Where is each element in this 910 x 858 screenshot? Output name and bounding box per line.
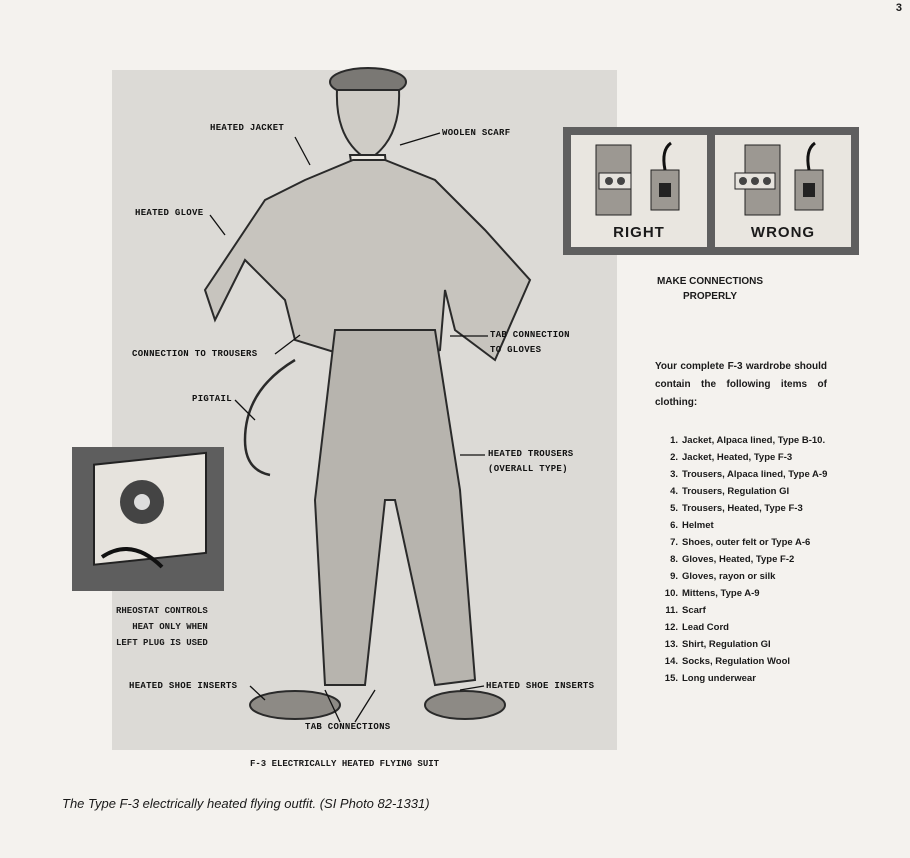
list-item-number: 4. (670, 486, 678, 497)
list-item (652, 621, 832, 634)
rheostat-photo (72, 447, 224, 591)
diagram-caption-line: MAKE CONNECTIONS (656, 276, 764, 287)
list-item-text: Trousers, Heated, Type F-3 (682, 503, 803, 514)
list-item (652, 655, 832, 668)
list-item (652, 519, 832, 532)
label-heated-shoe-inserts-right: HEATED SHOE INSERTS (486, 681, 595, 691)
page-number: 3 (895, 2, 902, 14)
rheostat-icon (72, 447, 224, 591)
list-item-text: Shirt, Regulation GI (682, 639, 771, 650)
label-connection-to-trousers: CONNECTION TO TROUSERS (132, 349, 258, 359)
list-item-text: Lead Cord (682, 622, 729, 633)
list-item-text: Long underwear (682, 673, 756, 684)
list-item-number: 13. (664, 639, 678, 650)
list-item-text: Trousers, Regulation GI (682, 486, 790, 497)
list-item (652, 434, 832, 447)
list-item-text: Helmet (682, 520, 714, 531)
list-item-text: Socks, Regulation Wool (682, 656, 791, 667)
list-item-text: Mittens, Type A-9 (682, 588, 760, 599)
diagram-caption-line: PROPERLY (682, 291, 738, 302)
rheostat-caption-line: LEFT PLUG IS USED (116, 638, 208, 648)
wardrobe-list (652, 434, 832, 689)
list-item-number: 9. (670, 571, 678, 582)
label-heated-shoe-inserts-left: HEATED SHOE INSERTS (129, 681, 238, 691)
label-woolen-scarf: WOOLEN SCARF (442, 128, 511, 138)
label-heated-jacket: HEATED JACKET (210, 123, 285, 133)
list-item-text: Gloves, Heated, Type F-2 (682, 554, 795, 565)
list-item (652, 468, 832, 481)
list-item (652, 536, 832, 549)
list-item-text: Shoes, outer felt or Type A-6 (682, 537, 811, 548)
diagram-right-label: RIGHT (613, 224, 665, 241)
list-item-number: 12. (664, 622, 678, 633)
rheostat-caption-line: HEAT ONLY WHEN (132, 622, 208, 632)
diagram-caption (640, 274, 780, 304)
suit-title: F-3 ELECTRICALLY HEATED FLYING SUIT (250, 759, 440, 769)
list-item-text: Scarf (682, 605, 706, 616)
list-item-number: 11. (665, 605, 678, 616)
list-item (652, 553, 832, 566)
rheostat-caption-line: RHEOSTAT CONTROLS (116, 606, 208, 616)
list-item-number: 3. (670, 469, 678, 480)
label-tab-connection-gloves-2: TO GLOVES (490, 345, 542, 355)
label-heated-trousers-2: (OVERALL TYPE) (488, 464, 568, 474)
list-item (652, 451, 832, 464)
list-item-text: Jacket, Heated, Type F-3 (682, 452, 793, 463)
list-item (652, 485, 832, 498)
list-item-text: Gloves, rayon or silk (682, 571, 776, 582)
label-pigtail: PIGTAIL (192, 394, 232, 404)
photo-caption: The Type F-3 electrically heated flying outfit. (SI Photo 82-1331) (62, 796, 430, 811)
list-item (652, 587, 832, 600)
list-item-number: 14. (664, 656, 678, 667)
label-tab-connections: TAB CONNECTIONS (305, 722, 391, 732)
wardrobe-intro: Your complete F-3 wardrobe should contain the following items of clothing: (655, 361, 827, 408)
list-item (652, 638, 832, 651)
incorrect-plug-icon (715, 135, 851, 225)
label-heated-trousers: HEATED TROUSERS (488, 449, 574, 459)
rheostat-caption (116, 603, 208, 651)
list-item (652, 570, 832, 583)
label-tab-connection-gloves: TAB CONNECTION (490, 330, 570, 340)
list-item-number: 1. (670, 435, 678, 446)
diagram-wrong-panel (715, 135, 851, 247)
list-item-text: Trousers, Alpaca lined, Type A-9 (682, 469, 828, 480)
list-item-number: 7. (670, 537, 678, 548)
connection-diagram (563, 127, 859, 255)
list-item-number: 6. (670, 520, 678, 531)
correct-plug-icon (571, 135, 707, 225)
list-item-number: 15. (664, 673, 678, 684)
list-item-number: 10. (664, 588, 678, 599)
list-item-number: 8. (670, 554, 678, 565)
list-item-text: Jacket, Alpaca lined, Type B-10. (682, 435, 826, 446)
list-item (652, 502, 832, 515)
list-item-number: 5. (670, 503, 678, 514)
list-item (652, 604, 832, 617)
diagram-right-panel (571, 135, 707, 247)
diagram-wrong-label: WRONG (750, 224, 816, 241)
list-item-number: 2. (670, 452, 678, 463)
label-heated-glove: HEATED GLOVE (135, 208, 204, 218)
list-item (652, 672, 832, 685)
